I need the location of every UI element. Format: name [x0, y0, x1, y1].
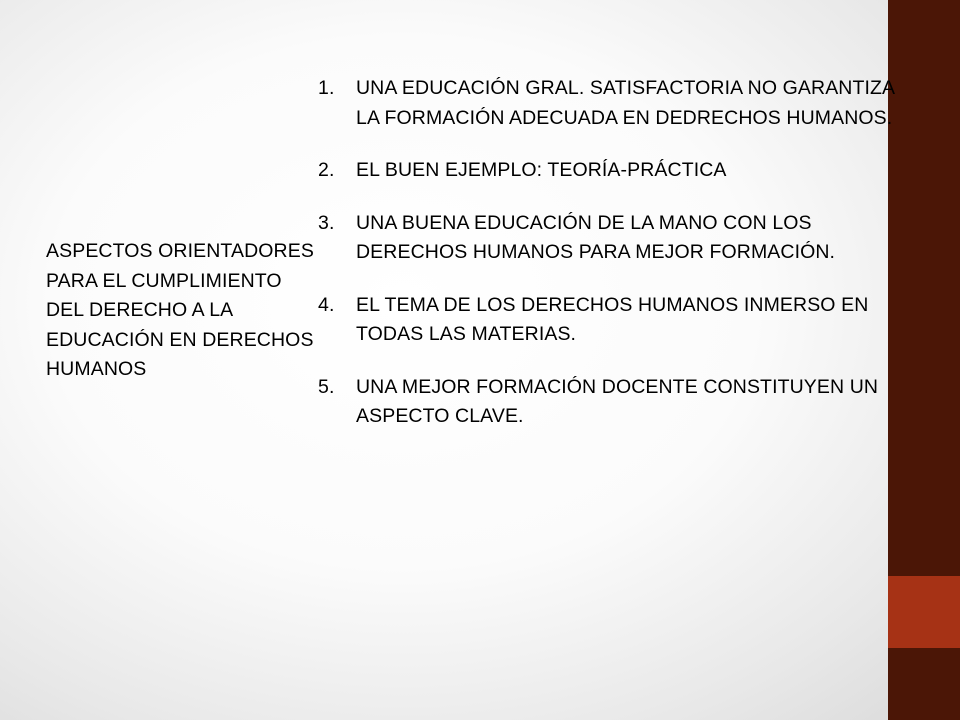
side-accent-block	[888, 576, 960, 648]
list-item	[318, 156, 918, 186]
list-item-text: UNA EDUCACIÓN GRAL. SATISFACTORIA NO GARANTIZA LA FORMACIÓN ADECUADA EN DEDRECHOS HUMANOS.	[356, 77, 895, 129]
list-item-number: 5.	[318, 375, 335, 398]
list-item-number: 2.	[318, 159, 335, 181]
list-item-text: UNA MEJOR FORMACIÓN DOCENTE CONSTITUYEN UN ASPECTO CLAVE.	[356, 375, 879, 427]
list-item	[318, 291, 918, 350]
list-item	[318, 74, 918, 133]
slide-heading: ASPECTOS ORIENTADORES PARA EL CUMPLIMIENTO DEL DERECHO A LA EDUCACIÓN EN DERECHOS HUMANOS	[46, 240, 314, 380]
list-item	[318, 373, 918, 432]
list-item-number: 3.	[318, 211, 335, 234]
list-item	[318, 209, 918, 268]
list-item-number: 1.	[318, 77, 335, 99]
numbered-list	[318, 74, 918, 455]
list-item-text: EL TEMA DE LOS DERECHOS HUMANOS INMERSO EN TODAS LAS MATERIAS.	[356, 293, 869, 345]
list-item-text: EL BUEN EJEMPLO: TEORÍA-PRÁCTICA	[356, 159, 727, 181]
list-item-text: UNA BUENA EDUCACIÓN DE LA MANO CON LOS DERECHOS HUMANOS PARA MEJOR FORMACIÓN.	[356, 211, 836, 263]
list-item-number: 4.	[318, 293, 335, 316]
